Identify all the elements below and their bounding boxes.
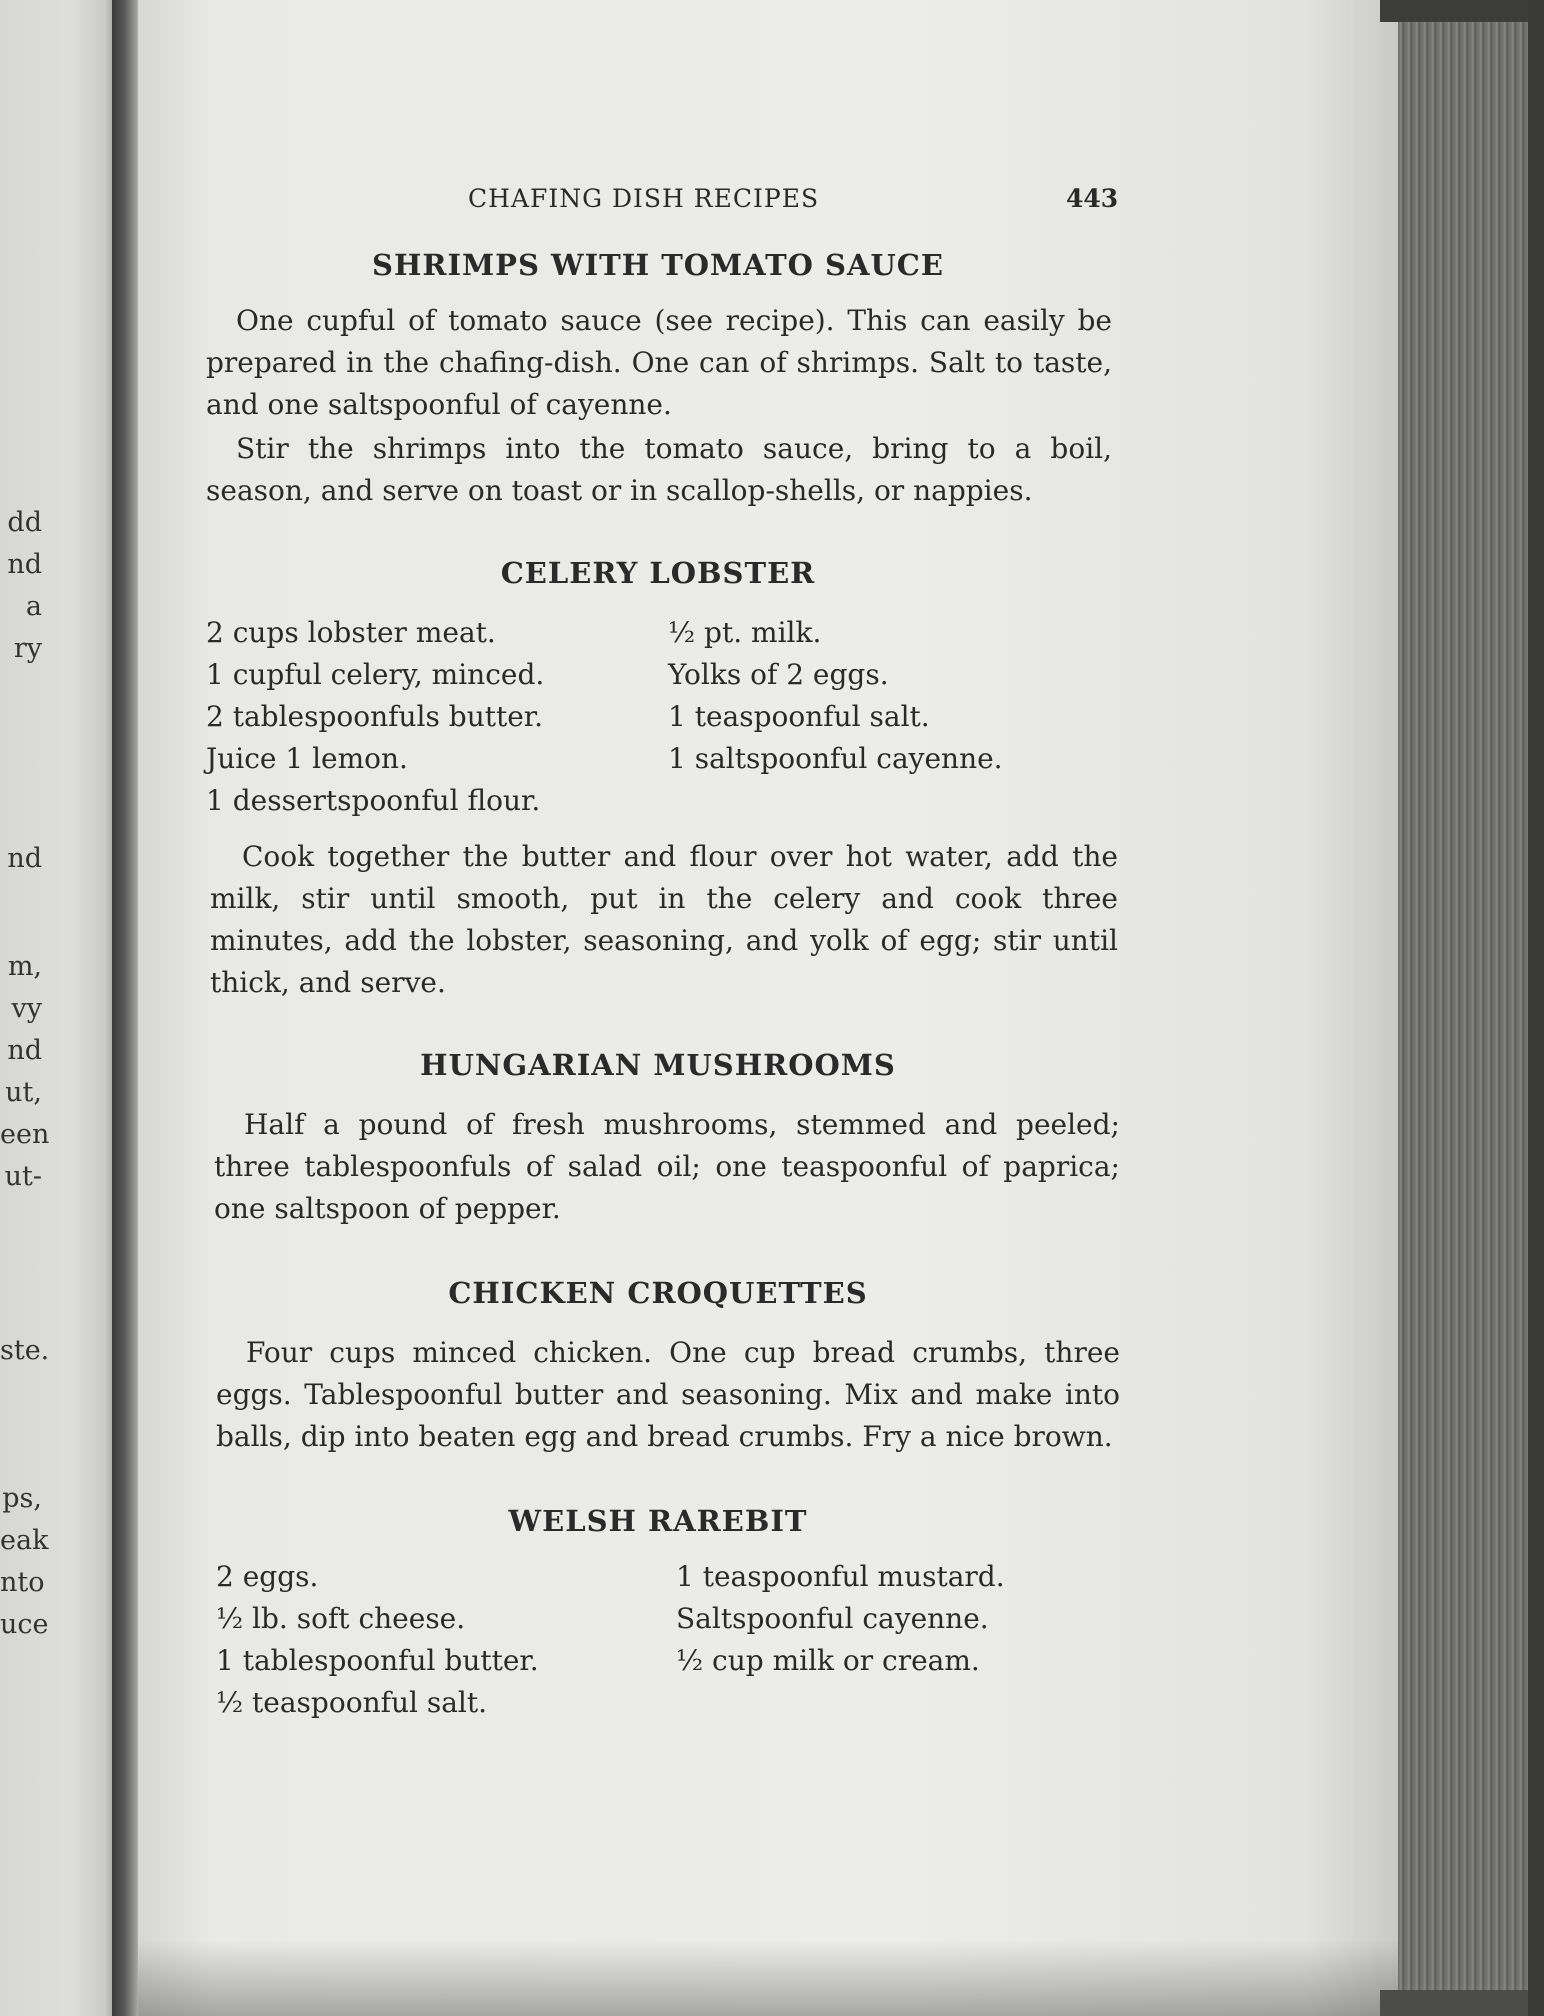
left-page-fragment: nd	[7, 549, 42, 580]
ingredient-item: ½ teaspoonful salt.	[216, 1686, 488, 1719]
ingredient-item: 2 eggs.	[216, 1560, 319, 1593]
ingredient-item: 1 teaspoonful mustard.	[676, 1560, 1005, 1593]
ingredient-item: 1 tablespoonful butter.	[216, 1644, 539, 1677]
page-edges	[1398, 0, 1544, 2016]
recipe-title: CELERY LOBSTER	[500, 556, 816, 590]
page-edge-bottom	[1380, 1990, 1544, 2016]
recipe-title: HUNGARIAN MUSHROOMS	[420, 1048, 896, 1082]
ingredient-item: 1 saltspoonful cayenne.	[668, 742, 1003, 775]
left-page-fragment: nd	[7, 843, 42, 874]
ingredients-right-column	[676, 1556, 1005, 1682]
recipe-paragraph: Stir the shrimps into the tomato sauce, bring to a boil, season, and serve on toast or in scallop-shells, or nappies.	[206, 432, 1112, 507]
ingredient-item: ½ pt. milk.	[668, 616, 822, 649]
ingredient-item: Saltspoonful cayenne.	[676, 1602, 989, 1635]
left-page-fragment: een	[0, 1119, 50, 1150]
running-title: CHAFING DISH RECIPES	[468, 184, 820, 213]
recipe-paragraph: Cook together the butter and flour over hot water, add the milk, stir until smooth, put in the celery and cook three minutes, add the lobster, seasoning, and yolk of egg; stir until thick, and serve.	[210, 840, 1118, 999]
recipe-title: WELSH RAREBIT	[508, 1504, 808, 1538]
left-page-fragment: ut,	[5, 1077, 42, 1108]
recipe-title: CHICKEN CROQUETTES	[448, 1276, 868, 1310]
left-page-fragment: eak	[0, 1525, 49, 1556]
book-cover-edge	[1528, 0, 1544, 2016]
left-page-fragment: ry	[13, 633, 42, 664]
page-shadow	[138, 1940, 1408, 2016]
left-page-fragment: nto	[0, 1567, 45, 1598]
recipe-paragraph: One cupful of tomato sauce (see recipe). This can easily be prepared in the chafing-dish. One can of shrimps. Salt to taste, and one saltspoonful of cayenne.	[206, 304, 1112, 421]
ingredient-item: 1 dessertspoonful flour.	[206, 784, 541, 817]
ingredients-left-column	[206, 612, 544, 822]
left-page-fragment: a	[25, 591, 42, 622]
recipe-paragraph: Half a pound of fresh mushrooms, stemmed and peeled; three tablespoonfuls of salad oil; one teaspoonful of paprica; one saltspoon of pepper.	[214, 1108, 1120, 1225]
left-page-fragment: uce	[0, 1609, 49, 1640]
ingredient-item: 1 cupful celery, minced.	[206, 658, 545, 691]
ingredient-item: Juice 1 lemon.	[206, 742, 408, 775]
page-edge-top	[1380, 0, 1544, 22]
left-page-fragment: dd	[7, 507, 42, 538]
recipe-paragraph: Four cups minced chicken. One cup bread crumbs, three eggs. Tablespoonful butter and seasoning. Mix and make into balls, dip into beaten egg and bread crumbs. Fry a nice brown.	[216, 1336, 1120, 1453]
left-page-fragment: vy	[11, 993, 42, 1024]
ingredient-item: 1 teaspoonful salt.	[668, 700, 930, 733]
left-page-fragment: nd	[7, 1035, 42, 1066]
ingredient-item: Yolks of 2 eggs.	[668, 658, 889, 691]
ingredients-right-column	[668, 612, 1003, 780]
left-page-fragment: m,	[7, 951, 42, 982]
ingredient-item: ½ cup milk or cream.	[676, 1644, 980, 1677]
ingredients-left-column	[216, 1556, 539, 1724]
ingredient-item: 2 cups lobster meat.	[206, 616, 496, 649]
recipe-title: SHRIMPS WITH TOMATO SAUCE	[372, 248, 944, 282]
ingredient-item: ½ lb. soft cheese.	[216, 1602, 466, 1635]
left-facing-page	[0, 0, 120, 2016]
left-page-fragment: ste.	[0, 1335, 50, 1366]
left-page-fragment: ps,	[2, 1483, 42, 1514]
left-page-fragment: ut-	[4, 1161, 42, 1192]
ingredient-item: 2 tablespoonfuls butter.	[206, 700, 544, 733]
page-number: 443	[1066, 184, 1119, 213]
